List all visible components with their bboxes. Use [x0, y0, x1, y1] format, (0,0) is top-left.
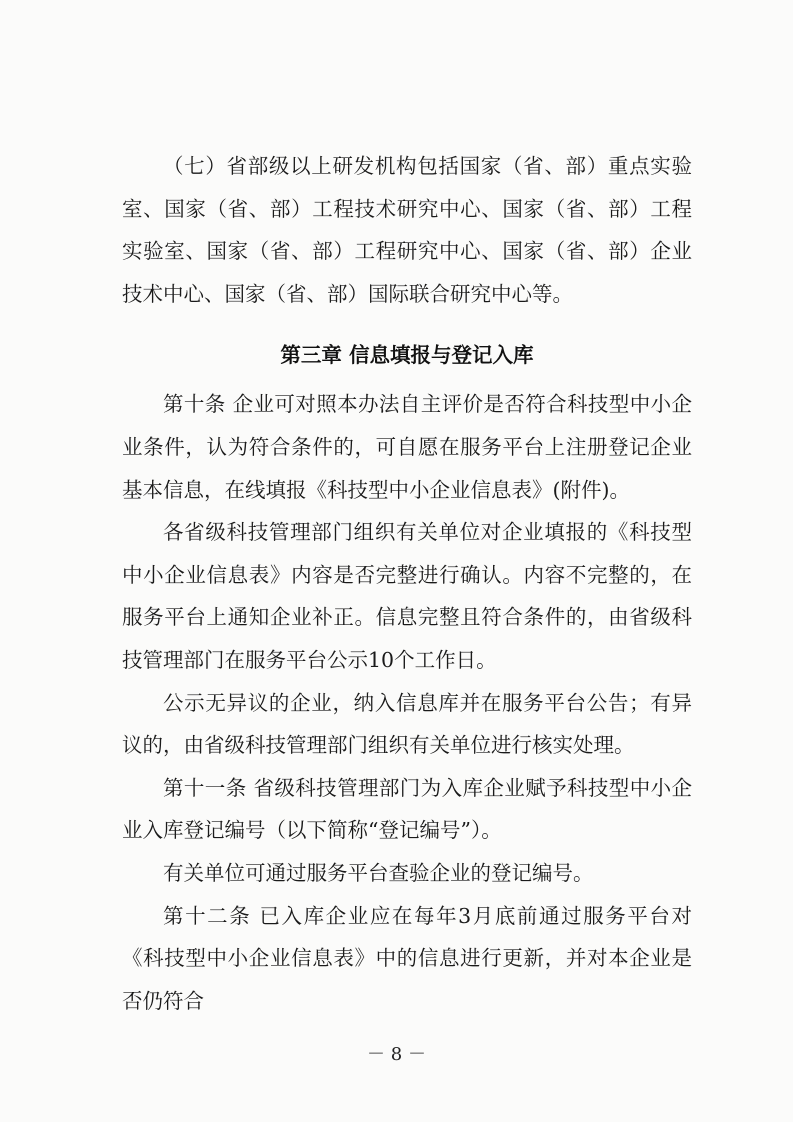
paragraph-publicity-result: 公示无异议的企业，纳入信息库并在服务平台公告；有异议的，由省级科技管理部门组织有关单位进行核实处理。	[122, 690, 692, 758]
paragraph-article-11: 第十一条 省级科技管理部门为入库企业赋予科技型中小企业入库登记编号（以下简称“登记编号”）。	[122, 775, 692, 843]
paragraph-verification: 有关单位可通过服务平台查验企业的登记编号。	[163, 860, 594, 885]
chapter-heading: 第三章 信息填报与登记入库	[280, 343, 534, 368]
paragraph-research-institutions: （七）省部级以上研发机构包括国家（省、部）重点实验室、国家（省、部）工程技术研究中心、国家（省、部）工程实验室、国家（省、部）工程研究中心、国家（省、部）企业技术中心、国家（省、部）国际联合研究中心等。	[122, 154, 692, 306]
document-body	[122, 145, 692, 1022]
page-number: － 8 －	[367, 1044, 426, 1065]
paragraph-article-12: 第十二条 已入库企业应在每年3月底前通过服务平台对《科技型中小企业信息表》中的信息进行更新，并对本企业是否仍符合	[122, 903, 692, 1013]
paragraph-provincial-confirmation: 各省级科技管理部门组织有关单位对企业填报的《科技型中小企业信息表》内容是否完整进行确认。内容不完整的，在服务平台上通知企业补正。信息完整且符合条件的，由省级科技管理部门在服务平台公示10个工作日。	[122, 520, 692, 672]
paragraph-article-10: 第十条 企业可对照本办法自主评价是否符合科技型中小企业条件，认为符合条件的，可自愿在服务平台上注册登记企业基本信息，在线填报《科技型中小企业信息表》(附件)。	[122, 392, 692, 502]
